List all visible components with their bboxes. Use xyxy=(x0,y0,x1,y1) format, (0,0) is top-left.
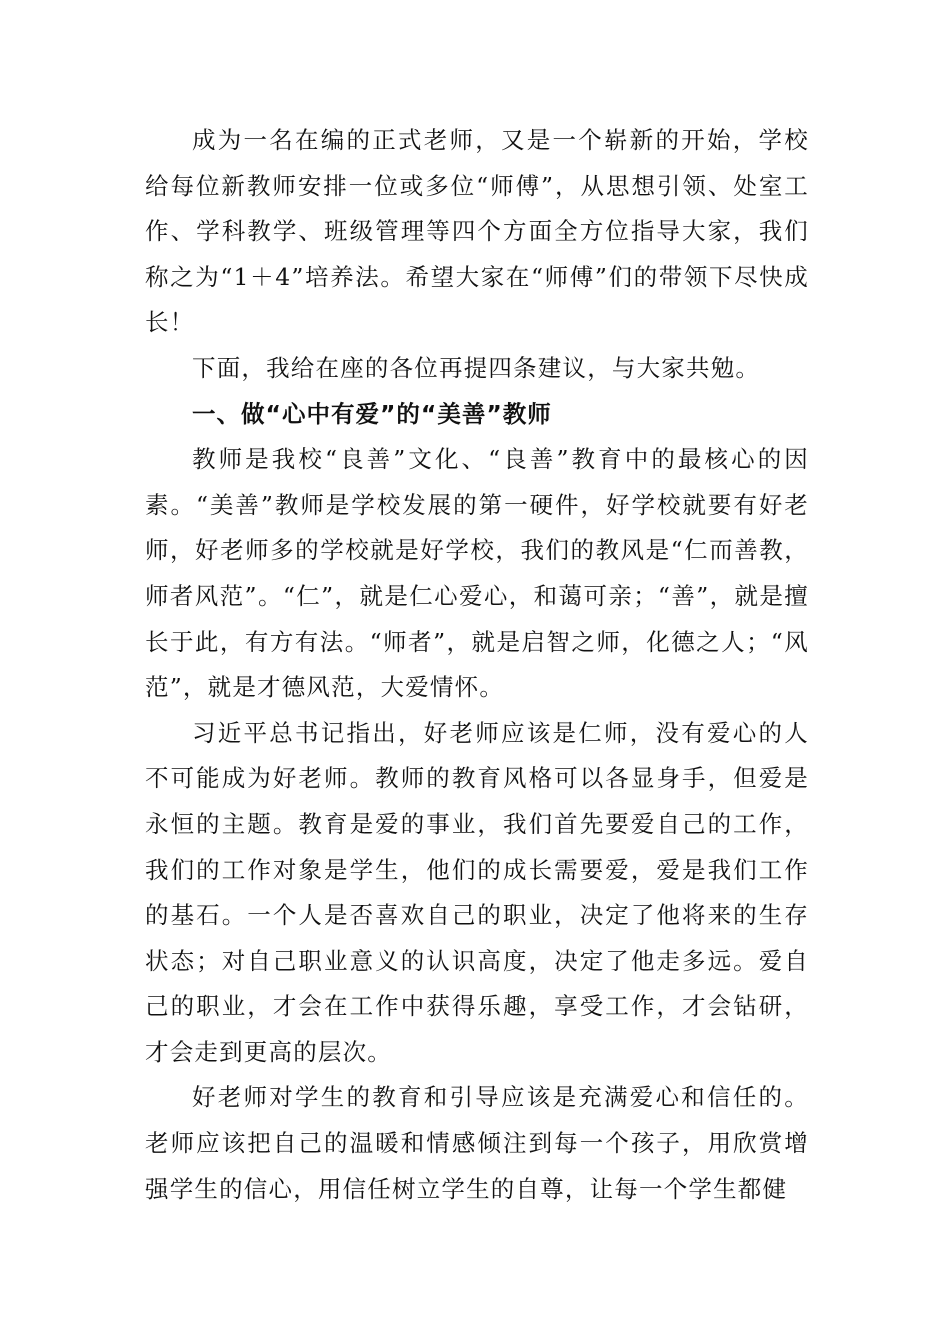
section-heading: 一、做“心中有爱”的“美善”教师 xyxy=(192,399,552,428)
paragraph-love-of-work: 习近平总书记指出，好老师应该是仁师，没有爱心的人不可能成为好老师。教师的教育风格可以各显身手，但爱是永恒的主题。教育是爱的事业，我们首先要爱自己的工作，我们的工作对象是学生，他们的成长需要爱，爱是我们工作的基石。一个人是否喜欢自己的职业，决定了他将来的生存状态；对自己职业意义的认识高度，决定了他走多远。爱自己的职业，才会在工作中获得乐趣，享受工作，才会钻研，才会走到更高的层次。 xyxy=(145,718,809,1066)
paragraph-suggestions-intro: 下面，我给在座的各位再提四条建议，与大家共勉。 xyxy=(192,353,761,382)
paragraph-school-culture: 教师是我校“良善”文化、“良善”教育中的最核心的因素。“美善”教师是学校发展的第一硬件，好学校就要有好老师，好老师多的学校就是好学校，我们的教风是“仁而善教，师者风范”。“仁”，就是仁心爱心，和蔼可亲；“善”，就是擅长于此，有方有法。“师者”，就是启智之师，化德之人；“风范”，就是才德风范，大爱情怀。 xyxy=(145,445,809,702)
document-body xyxy=(145,118,809,1212)
paragraph-mentor-program: 成为一名在编的正式老师，又是一个崭新的开始，学校给每位新教师安排一位或多位“师傅”，从思想引领、处室工作、学科教学、班级管理等四个方面全方位指导大家，我们称之为“1＋4”培养法。希望大家在“师傅”们的带领下尽快成长！ xyxy=(145,126,809,337)
paragraph-trust-students: 好老师对学生的教育和引导应该是充满爱心和信任的。老师应该把自己的温暖和情感倾注到每一个孩子，用欣赏增强学生的信心，用信任树立学生的自尊，让每一个学生都健 xyxy=(145,1083,809,1203)
